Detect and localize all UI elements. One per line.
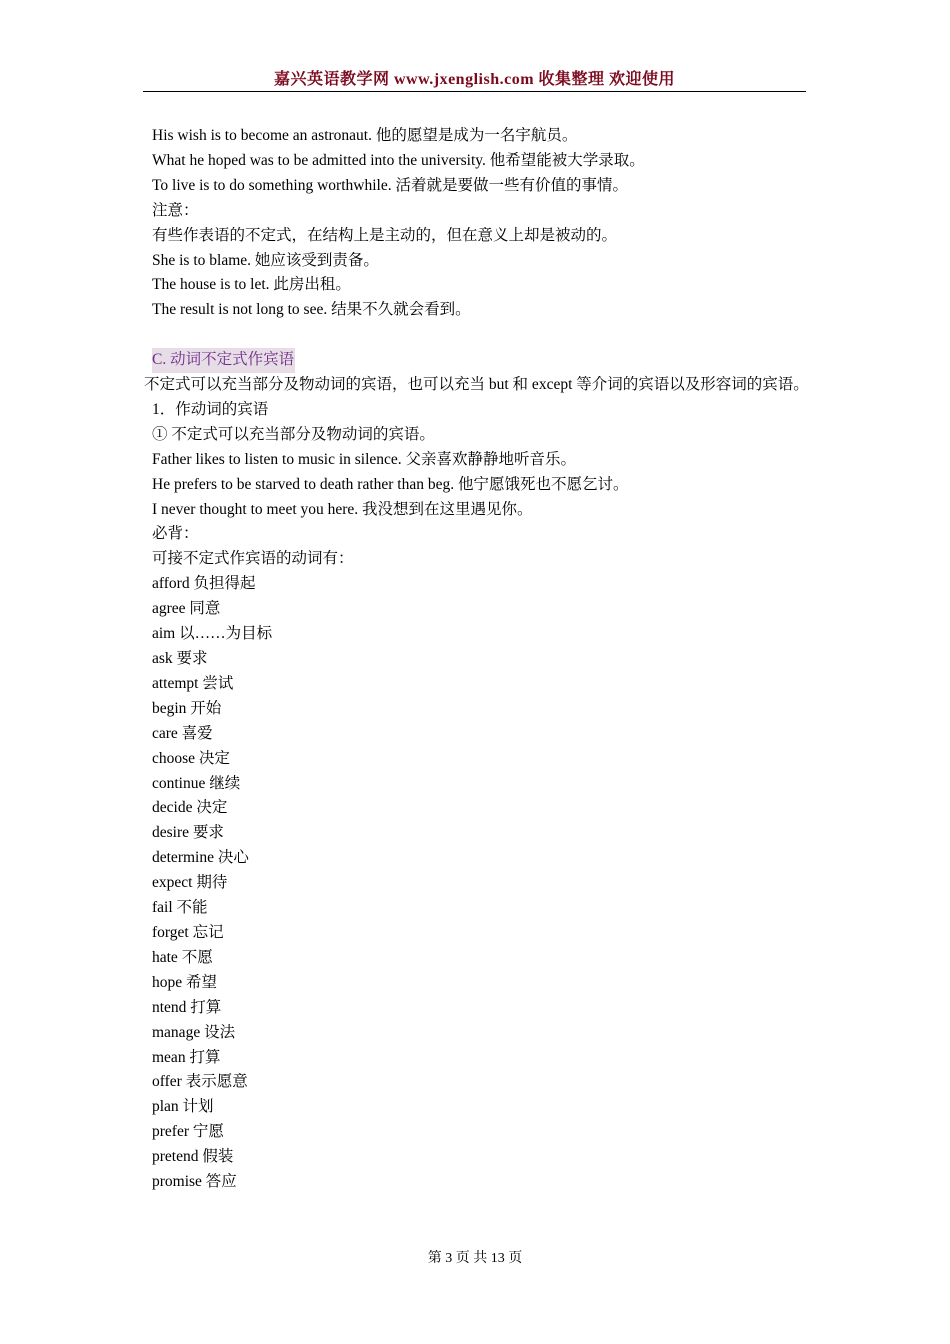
verbs-intro: 可接不定式作宾语的动词有：: [152, 550, 354, 568]
verb-item: afford 负担得起: [152, 575, 256, 593]
verb-item: manage 设法: [152, 1023, 236, 1041]
verb-item: care 喜爱: [152, 724, 213, 742]
page-number: 第 3 页 共 13 页: [427, 1251, 523, 1266]
verb-item: decide 决定: [152, 799, 228, 817]
verb-item: forget 忘记: [152, 923, 224, 941]
verb-item: offer 表示愿意: [152, 1073, 248, 1091]
verb-item: desire 要求: [152, 824, 224, 842]
verb-item: ask 要求: [152, 650, 208, 668]
intro-line: 有些作表语的不定式，在结构上是主动的，但在意义上却是被动的。: [152, 226, 618, 244]
example-line: Father likes to listen to music in silence. 父亲喜欢静静地听音乐。: [152, 450, 577, 468]
verb-item: plan 计划: [152, 1098, 214, 1116]
verb-item: begin 开始: [152, 699, 222, 717]
intro-line: His wish is to become an astronaut. 他的愿望是成为一名宇航员。: [152, 127, 578, 144]
verb-item: ntend 打算: [152, 998, 222, 1016]
section-heading: C. 动词不定式作宾语: [152, 348, 295, 373]
verb-item: continue 继续: [152, 774, 241, 792]
verb-item: prefer 宁愿: [152, 1123, 224, 1141]
verb-item: hope 希望: [152, 973, 218, 991]
intro-line: What he hoped was to be admitted into the university. 他希望能被大学录取。: [152, 151, 645, 169]
subsection-title: 1．作动词的宾语: [152, 400, 269, 418]
intro-line: The house is to let. 此房出租。: [152, 276, 351, 294]
verb-item: choose 决定: [152, 749, 230, 767]
section-heading-row: [152, 348, 812, 373]
intro-line: To live is to do something worthwhile. 活着就是要做一些有价值的事情。: [152, 176, 628, 194]
note-label: 注意：: [152, 201, 199, 219]
verb-item: determine 决心: [152, 849, 249, 867]
verb-item: agree 同意: [152, 600, 221, 618]
intro-line: The result is not long to see. 结果不久就会看到。: [152, 301, 471, 319]
header-divider: [143, 91, 806, 92]
verb-item: aim 以……为目标: [152, 625, 273, 643]
example-line: He prefers to be starved to death rather than beg. 他宁愿饿死也不愿乞讨。: [152, 475, 629, 493]
header-site-name: 嘉兴英语教学网: [273, 71, 390, 88]
verb-list: [152, 572, 812, 1195]
verb-item: promise 答应: [152, 1173, 237, 1191]
intro-line: She is to blame. 她应该受到责备。: [152, 251, 379, 269]
spacer: [152, 323, 812, 348]
page-footer: [0, 1247, 950, 1267]
verb-item: attempt 尝试: [152, 674, 234, 692]
verb-item: hate 不愿: [152, 948, 213, 966]
verb-item: expect 期待: [152, 874, 228, 892]
verb-item: mean 打算: [152, 1048, 221, 1066]
document-body: [144, 124, 812, 1195]
section-description: 不定式可以充当部分及物动词的宾语，也可以充当 but 和 except 等介词的宾语以及形容词的宾语。: [144, 376, 809, 394]
point-line: ① 不定式可以充当部分及物动词的宾语。: [152, 425, 435, 443]
example-line: I never thought to meet you here. 我没想到在这里遇见你。: [152, 500, 533, 518]
header-url[interactable]: www.jxenglish.com: [393, 71, 535, 88]
verb-item: fail 不能: [152, 899, 208, 917]
must-memorize-label: 必背：: [152, 525, 199, 543]
header-tagline: 收集整理 欢迎使用: [538, 71, 676, 88]
page-header: [143, 66, 806, 89]
verb-item: pretend 假装: [152, 1148, 234, 1166]
